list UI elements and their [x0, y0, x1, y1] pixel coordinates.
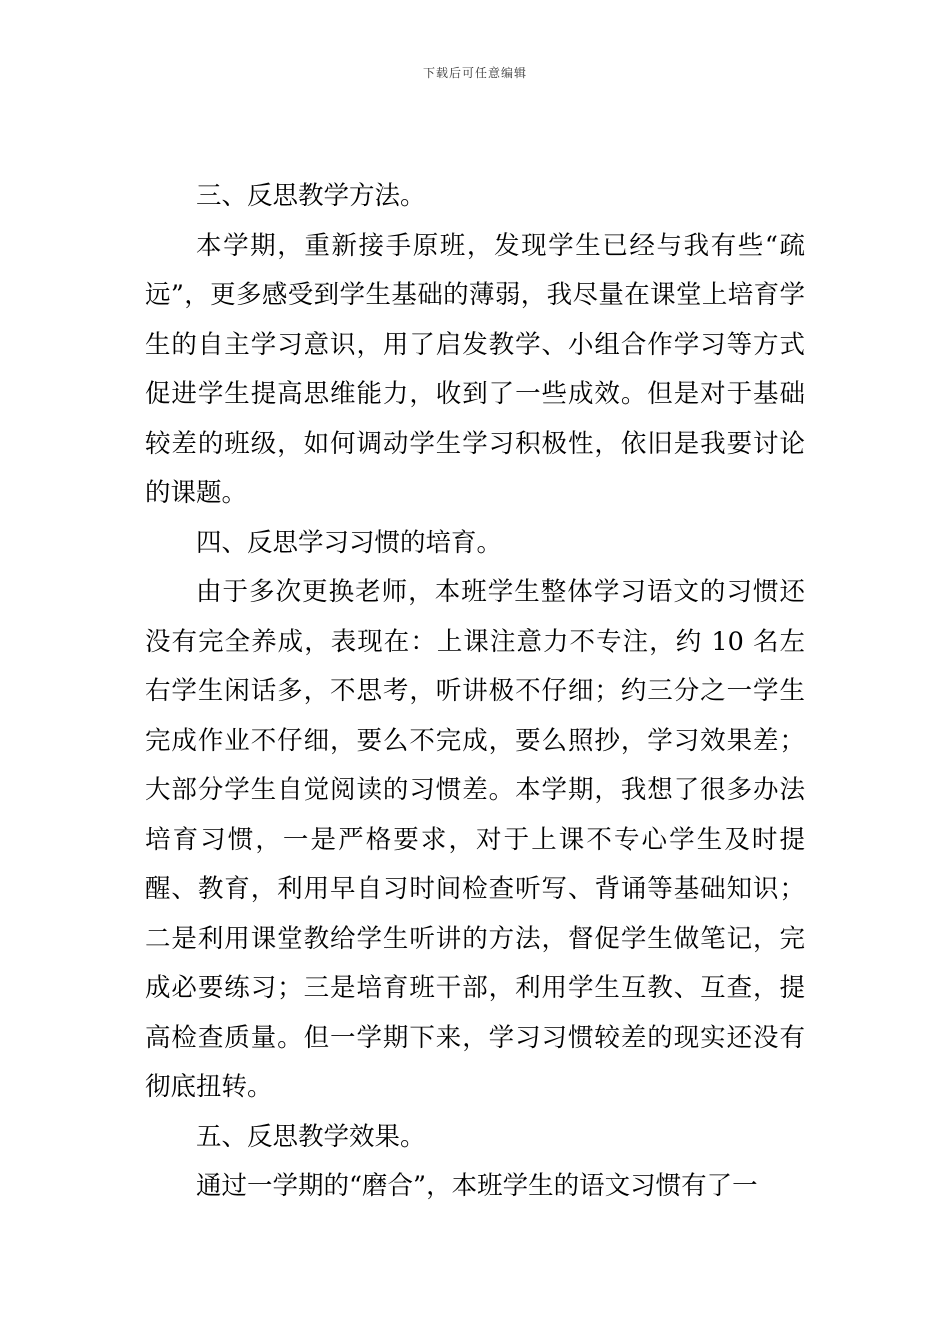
- section-heading-4: 四、反思学习习惯的培育。: [196, 527, 503, 558]
- section-heading-3: 三、反思教学方法。: [196, 181, 426, 211]
- section-heading-5: 五、反思教学效果。: [196, 1121, 426, 1152]
- document-body: [145, 172, 805, 1212]
- paragraph-teaching-methods: 本学期，重新接手原班，发现学生已经与我有些“疏远”，更多感受到学生基础的薄弱，我尽量在课堂上培育学生的自主学习意识，用了启发教学、小组合作学习等方式促进学生提高思维能力，收到了一些成效。但是对于基础较差的班级，如何调动学生学习积极性，依旧是我要讨论的课题。: [145, 230, 805, 508]
- paragraph-learning-habits: 由于多次更换老师，本班学生整体学习语文的习惯还没有完全养成，表现在：上课注意力不专注，约 10 名左右学生闲话多，不思考，听讲极不仔细；约三分之一学生完成作业不仔细，要么不完成，要么照抄，学习效果差；大部分学生自觉阅读的习惯差。本学期，我想了很多办法培育习惯，一是严格要求，对于上课不专心学生及时提醒、教育，利用早自习时间检查听写、背诵等基础知识；二是利用课堂教给学生听讲的方法，督促学生做笔记，完成必要练习；三是培育班干部，利用学生互教、互查，提高检查质量。但一学期下来，学习习惯较差的现实还没有彻底扭转。: [145, 577, 805, 1102]
- paragraph-teaching-effect: 通过一学期的“磨合”，本班学生的语文习惯有了一: [196, 1171, 758, 1201]
- header-note: 下载后可任意编辑: [422, 66, 527, 80]
